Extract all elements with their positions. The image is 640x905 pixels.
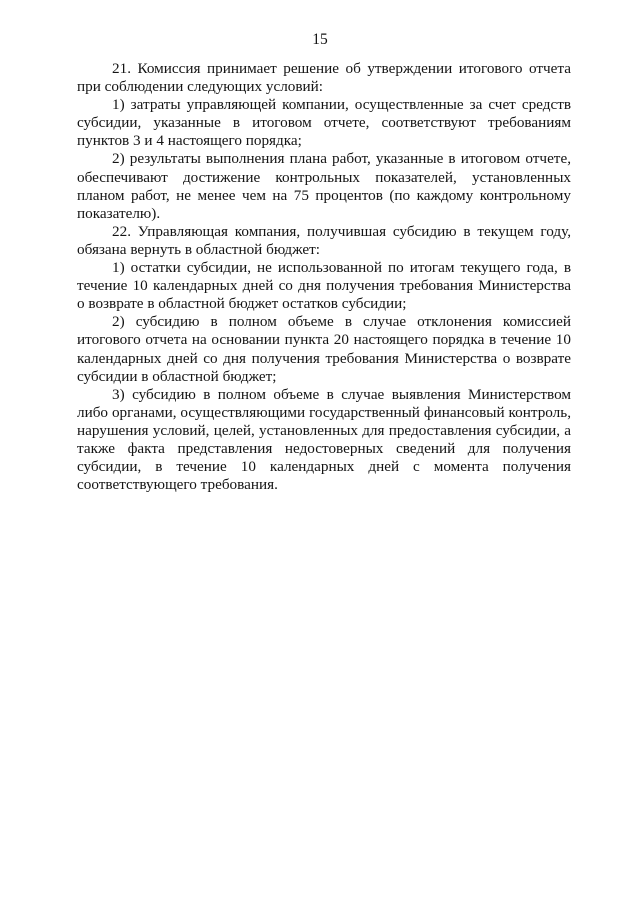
- document-body: [77, 60, 571, 494]
- paragraph-22-item-2: 2) субсидию в полном объеме в случае отклонения комиссией итогового отчета на основании пункта 20 настоящего порядка в течение 10 календарных дней со дня получения требования Министерства о возврате субсидии в областной бюджет;: [77, 313, 571, 385]
- paragraph-22-item-1: 1) остатки субсидии, не использованной по итогам текущего года, в течение 10 календарных дней со дня получения требования Министерства о возврате в областной бюджет остатков субсидии;: [77, 259, 571, 313]
- paragraph-22: 22. Управляющая компания, получившая субсидию в текущем году, обязана вернуть в областной бюджет:: [77, 222, 571, 258]
- page-number: 15: [312, 31, 328, 48]
- paragraph-21-item-1: 1) затраты управляющей компании, осуществленные за счет средств субсидии, указанные в итоговом отчете, соответствуют требованиям пунктов 3 и 4 настоящего порядка;: [77, 96, 571, 150]
- paragraph-21-item-2: 2) результаты выполнения плана работ, указанные в итоговом отчете, обеспечивают достижение контрольных показателей, установленных планом работ, не менее чем на 75 процентов (по каждому контрольному показателю).: [77, 150, 571, 222]
- paragraph-21: 21. Комиссия принимает решение об утверждении итогового отчета при соблюдении следующих условий:: [77, 60, 571, 96]
- paragraph-22-item-3: 3) субсидию в полном объеме в случае выявления Министерством либо органами, осуществляющими государственный финансовый контроль, нарушения условий, целей, установленных для предоставления субсидии, а также факта представления недостоверных сведений для получения субсидии, в течение 10 календарных дней с момента получения соответствующего требования.: [77, 385, 571, 494]
